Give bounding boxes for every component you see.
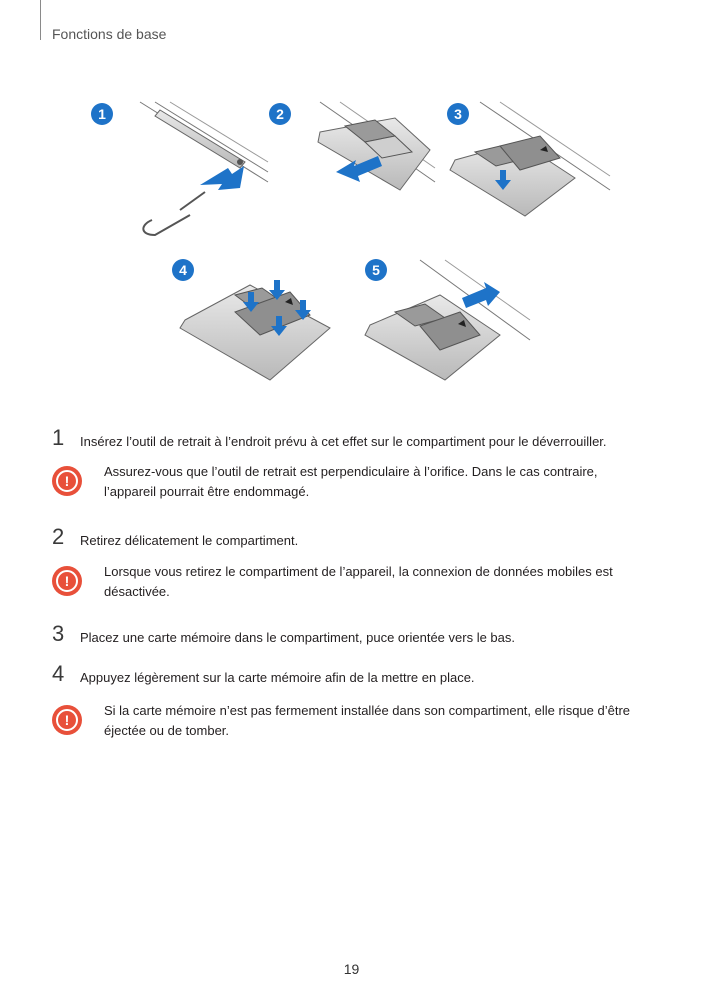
step-text: Placez une carte mémoire dans le compartiment, puce orientée vers le bas.	[80, 630, 515, 645]
page-header-title: Fonctions de base	[52, 26, 167, 42]
header-rule	[40, 0, 41, 40]
step-text: Insérez l’outil de retrait à l’endroit prévu à cet effet sur le compartiment pour le déverrouiller.	[80, 434, 607, 449]
note-text	[104, 562, 649, 602]
note-text	[104, 701, 649, 741]
illustration-step-5	[365, 260, 530, 380]
step-badge-1	[91, 103, 113, 125]
step-badge-4-label: 4	[179, 262, 187, 278]
illustration-step-2	[318, 102, 435, 190]
step-number: 2	[52, 524, 65, 549]
sim-tray-illustrations	[0, 80, 703, 400]
note-line: Lorsque vous retirez le compartiment de l’appareil, la connexion de données mobiles est	[104, 564, 613, 579]
step-badge-5-label: 5	[372, 262, 380, 278]
warning-icon: !	[52, 466, 82, 496]
step-badge-3	[447, 103, 469, 125]
step-number: 4	[52, 661, 65, 686]
step-badge-3-label: 3	[454, 106, 462, 122]
note-line: éjectée ou de tomber.	[104, 723, 230, 738]
step-number: 1	[52, 425, 65, 450]
note-line: Assurez-vous que l’outil de retrait est perpendiculaire à l’orifice. Dans le cas contraire,	[104, 464, 598, 479]
note-line: l’appareil pourrait être endommagé.	[104, 484, 310, 499]
step-text: Appuyez légèrement sur la carte mémoire afin de la mettre en place.	[80, 670, 475, 685]
step-badge-2	[269, 103, 291, 125]
step-number: 3	[52, 621, 65, 646]
warning-icon: !	[52, 705, 82, 735]
illustration-step-4	[180, 280, 330, 380]
warning-icon: !	[52, 566, 82, 596]
step-badge-1-label: 1	[98, 106, 106, 122]
step-badge-2-label: 2	[276, 106, 284, 122]
step-badge-5	[365, 259, 387, 281]
illustration-step-1	[140, 102, 268, 235]
page-number: 19	[343, 961, 360, 977]
step-badge-4	[172, 259, 194, 281]
illustration-step-3	[450, 102, 610, 216]
note-text	[104, 462, 649, 502]
step-text: Retirez délicatement le compartiment.	[80, 533, 299, 548]
note-line: Si la carte mémoire n’est pas fermement installée dans son compartiment, elle risque d’être	[104, 703, 631, 718]
note-line: désactivée.	[104, 584, 170, 599]
